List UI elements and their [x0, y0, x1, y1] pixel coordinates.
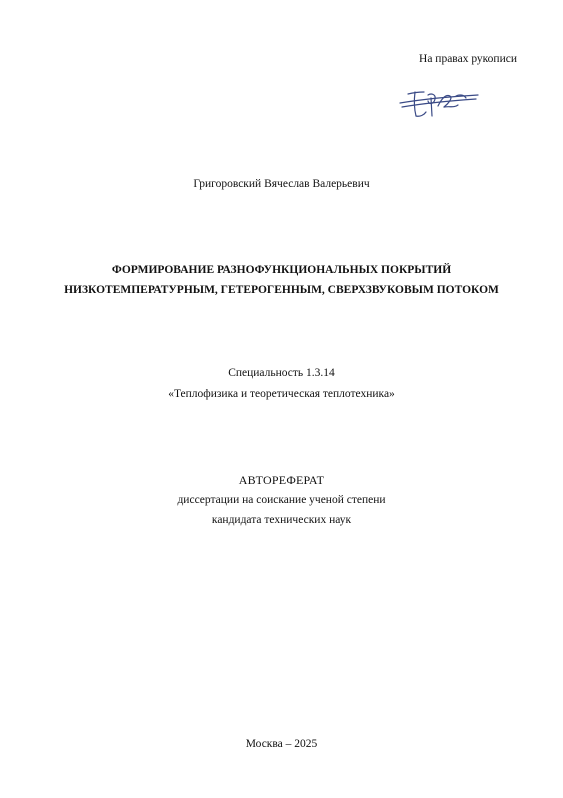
- manuscript-rights-note: На правах рукописи: [419, 53, 517, 65]
- title-line-1: ФОРМИРОВАНИЕ РАЗНОФУНКЦИОНАЛЬНЫХ ПОКРЫТИЙ: [111, 264, 452, 276]
- dissertation-title: [0, 260, 563, 300]
- specialty-code: Специальность 1.3.14: [228, 367, 335, 379]
- handwritten-signature: [398, 86, 480, 120]
- specialty-block: [0, 363, 563, 405]
- title-line-2: НИЗКОТЕМПЕРАТУРНЫМ, ГЕТЕРОГЕННЫМ, СВЕРХЗВУКОВЫМ ПОТОКОМ: [64, 284, 499, 296]
- document-kind: АВТОРЕФЕРАТ: [238, 473, 325, 487]
- specialty-name: «Теплофизика и теоретическая теплотехника»: [168, 388, 395, 400]
- place-and-year: Москва – 2025: [245, 738, 318, 750]
- degree-purpose: диссертации на соискание ученой степени: [177, 494, 386, 506]
- author-name: Григоровский Вячеслав Валерьевич: [193, 178, 370, 190]
- abstract-block: [0, 470, 563, 530]
- degree-name: кандидата технических наук: [211, 514, 352, 526]
